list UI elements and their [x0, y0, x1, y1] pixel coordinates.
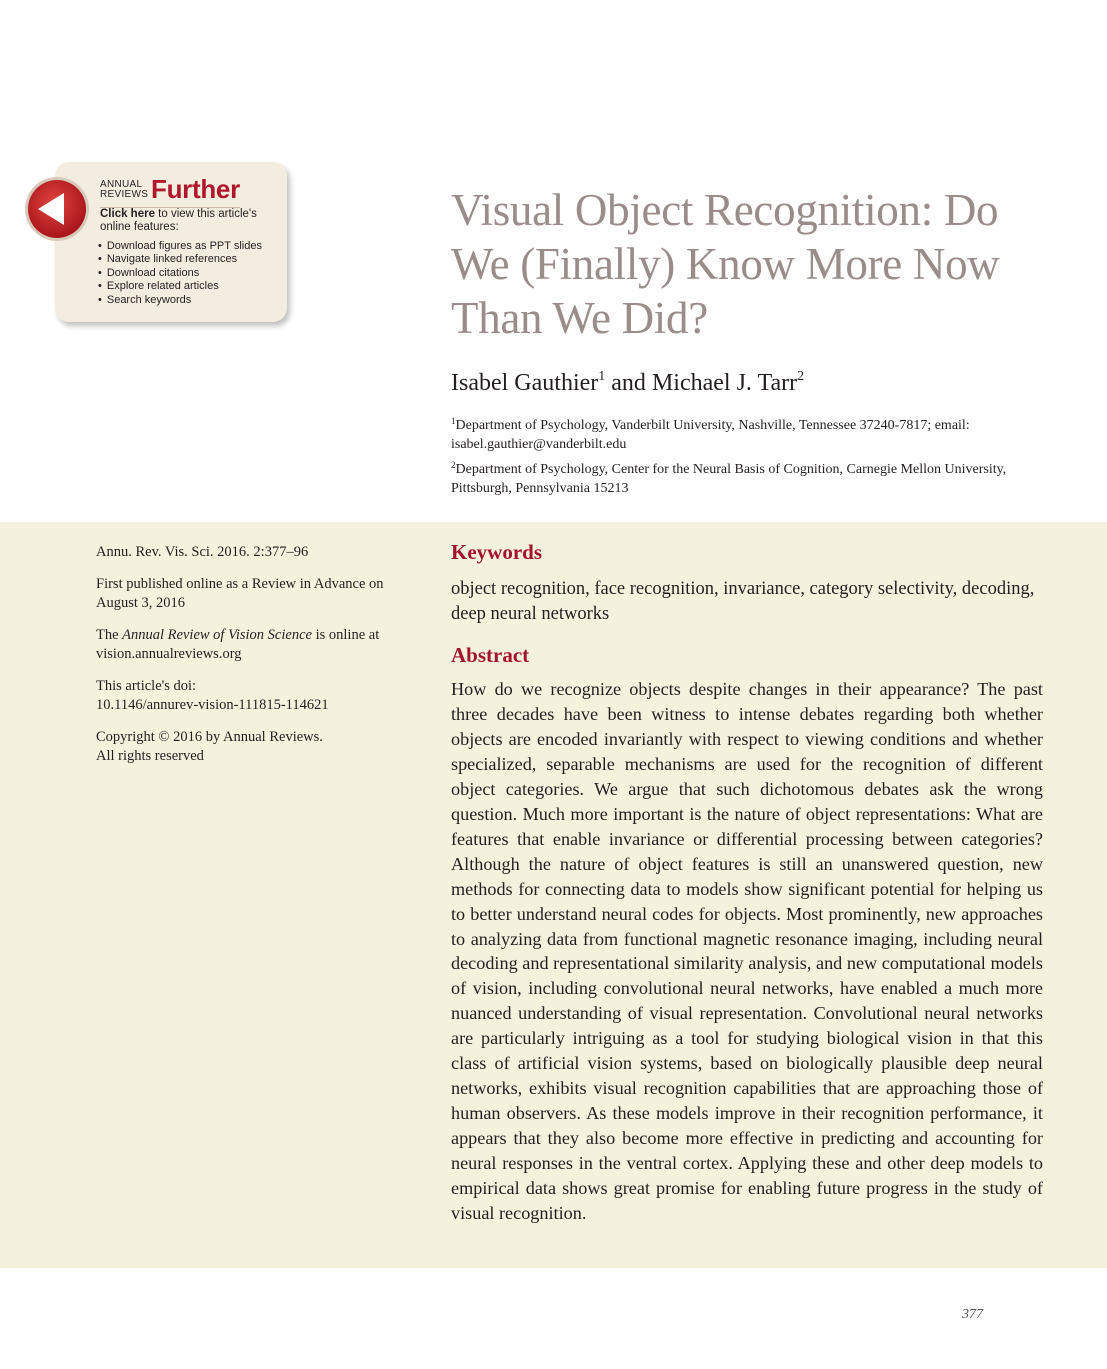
article-info-sidebar	[96, 543, 416, 779]
online-prefix: The	[96, 626, 123, 643]
keywords-text: object recognition, face recognition, invariance, category selectivity, decoding, deep neural networks	[451, 579, 1035, 624]
copyright-block	[96, 728, 416, 767]
play-arrow-icon[interactable]	[24, 176, 90, 242]
journal-online-note	[96, 626, 416, 665]
further-feature-list	[98, 240, 262, 307]
author-affil-marker: 1	[598, 369, 606, 384]
doi-label: This article's doi:	[96, 677, 197, 694]
rights: All rights reserved	[96, 748, 204, 764]
further-feature: • Search keywords	[98, 294, 262, 307]
affil-marker: 1	[451, 416, 456, 426]
abstract-heading: Abstract	[451, 643, 530, 667]
further-intro-text: to view this article's online features:	[100, 208, 257, 233]
further-intro	[100, 208, 280, 234]
author-affil-marker: 2	[797, 369, 805, 384]
journal-name: Annual Review of Vision Science	[122, 626, 312, 643]
author-name: Isabel Gauthier	[451, 370, 599, 396]
affiliation-1	[451, 416, 1011, 454]
publication-date: First published online as a Review in Advance on August 3, 2016	[96, 575, 384, 611]
brand-further-text: Further	[151, 174, 240, 204]
page-number: 377	[962, 1307, 983, 1322]
online-suffix: is online at vision.annualreviews.org	[96, 626, 380, 662]
doi-block	[96, 677, 416, 716]
author-name: Michael J. Tarr	[651, 370, 798, 396]
author-line	[451, 370, 804, 397]
further-feature: • Download citations	[98, 267, 262, 280]
affil-marker: 2	[451, 460, 456, 470]
further-feature: • Explore related articles	[98, 280, 262, 293]
further-feature: • Navigate linked references	[98, 253, 262, 266]
copyright: Copyright © 2016 by Annual Reviews.	[96, 728, 323, 745]
affiliation-2	[451, 460, 1011, 498]
affil-text: Department of Psychology, Vanderbilt University, Nashville, Tennessee 37240-7817; email: isabel.gauthier@vanderbilt.edu	[451, 418, 970, 452]
further-feature: • Download figures as PPT slides	[98, 240, 262, 253]
article-title: Visual Object Recognition: Do We (Finally) Know More Now Than We Did?	[451, 185, 1000, 343]
keywords-heading: Keywords	[451, 540, 542, 564]
click-here-link[interactable]: Click here	[100, 208, 155, 220]
abstract-text: How do we recognize objects despite changes in their appearance? The past three decades have been witness to intense debates regarding both whether objects are encoded invariantly with respect to viewing conditions and whether specialized, separable mechanisms are used for the recognition of different object categories. We argue that such dichotomous debates ask the wrong question. Much more important is the nature of object representations: What are features that enable invariance or differential processing between categories? Although the nature of object features is still an unanswered question, new methods for connecting data to models show significant potential for helping us to better understand neural codes for objects. Most prominently, new approaches to analyzing data from functional magnetic resonance imaging, including neural decoding and representational similarity analysis, and new computational models of vision, including convolutional neural networks, have enabled a much more nuanced understanding of visual representation. Convolutional neural networks are particularly intriguing as a tool for studying biological vision in that this class of artificial vision systems, based on biologically plausible deep neural networks, exhibits visual recognition capabilities that are approaching those of human observers. As these models improve in their recognition performance, it appears that they also become more effective in predicting and accounting for neural responses in the ventral cortex. Applying these and other deep models to empirical data shows great promise for enabling future progress in the study of visual recognition.	[451, 679, 1043, 1224]
doi-link[interactable]: 10.1146/annurev-vision-111815-114621	[96, 697, 329, 713]
affil-text: Department of Psychology, Center for the Neural Basis of Cognition, Carnegie Mellon University, Pittsburgh, Pennsylvania 15213	[451, 462, 1007, 496]
brand-small-text: ANNUAL REVIEWS	[100, 179, 149, 200]
citation: Annu. Rev. Vis. Sci. 2016. 2:377–96	[96, 544, 309, 560]
author-conjunction: and	[605, 370, 652, 396]
